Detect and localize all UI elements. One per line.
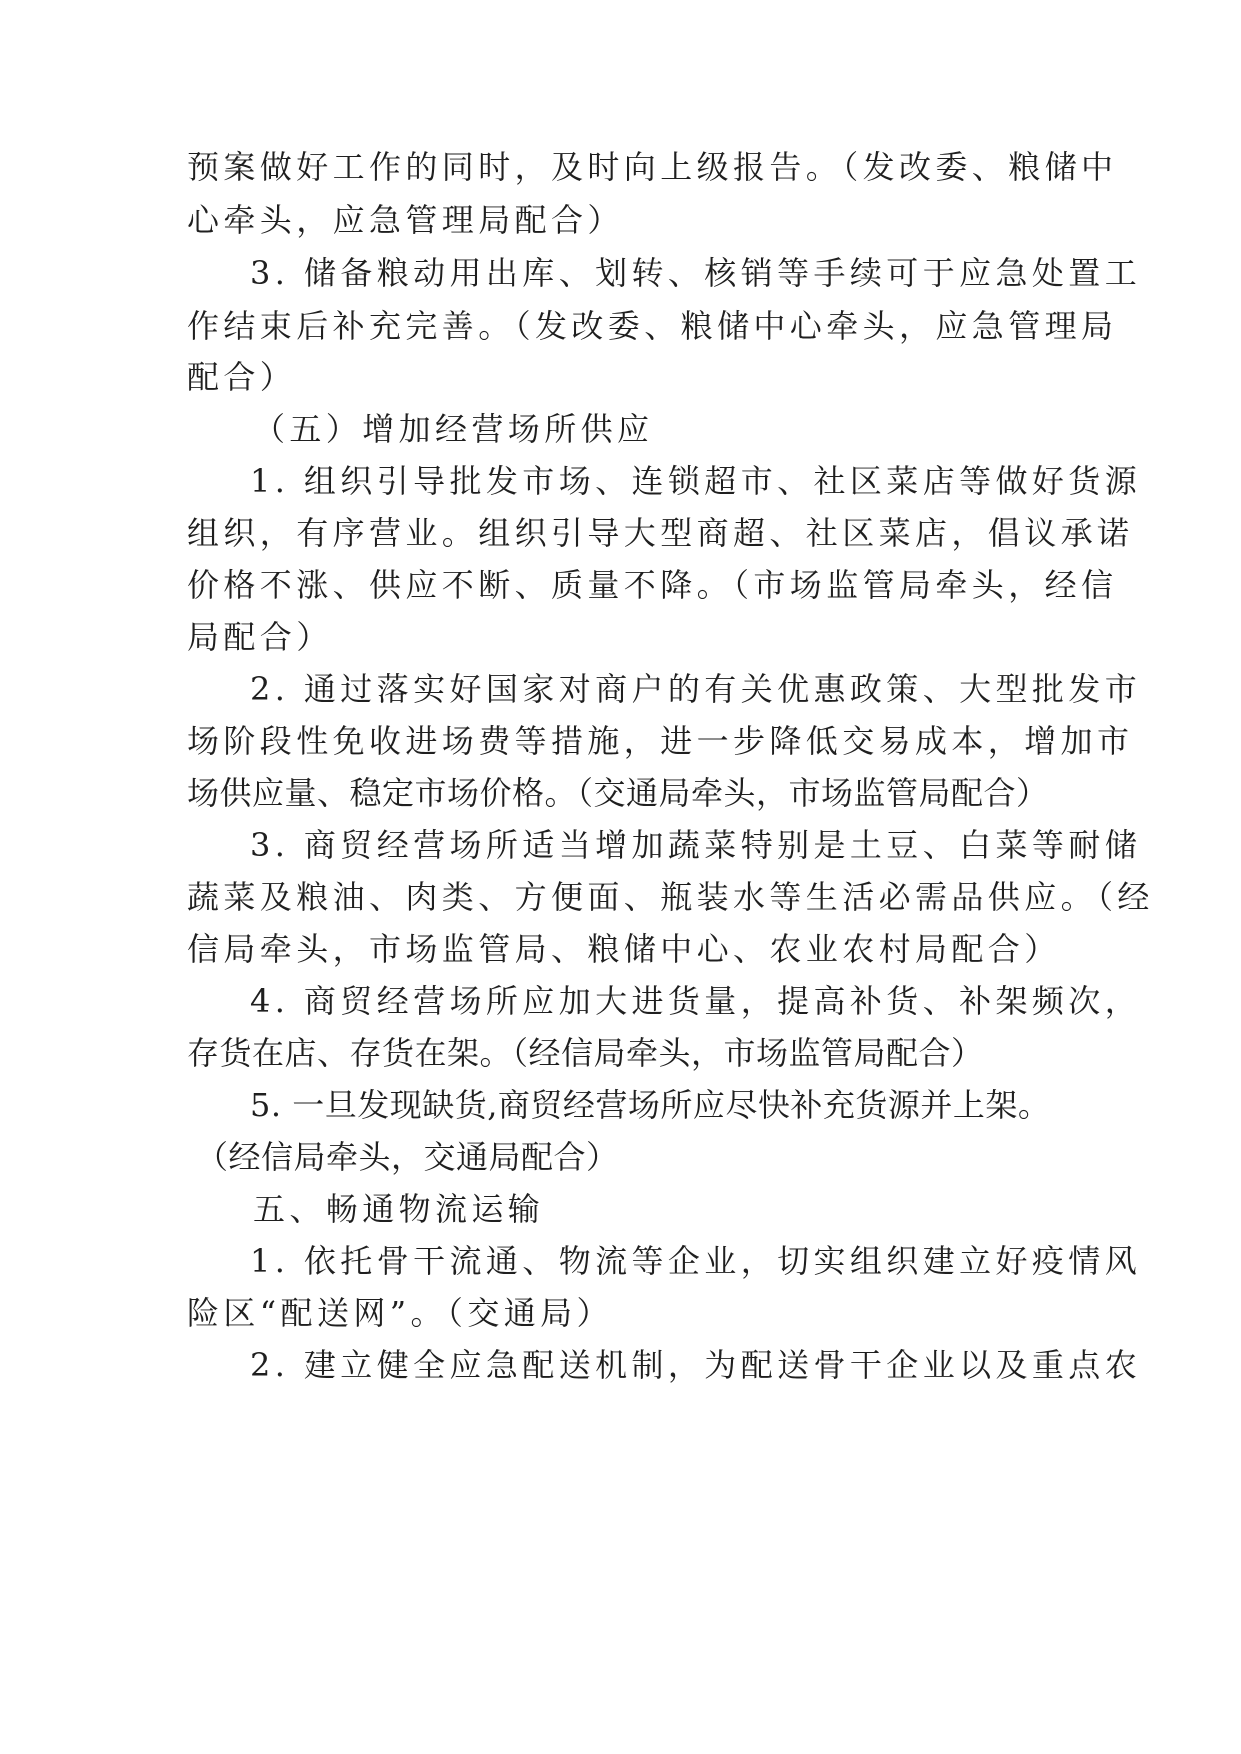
text-line: 存货在店、存货在架。（经信局牵头，市场监管局配合） (187, 1034, 984, 1072)
text-line: 3. 商贸经营场所适当增加蔬菜特别是土豆、白菜等耐储 (250, 826, 1142, 864)
text-line: 4. 商贸经营场所应加大进货量，提高补货、补架频次， (250, 982, 1142, 1020)
text-line: 5. 一旦发现缺货,商贸经营场所应尽快补充货源并上架。 (250, 1086, 1051, 1124)
text-line: 2. 建立健全应急配送机制，为配送骨干企业以及重点农 (250, 1346, 1142, 1384)
text-line: 配合） (187, 358, 297, 396)
text-line: 蔬菜及粮油、肉类、方便面、瓶装水等生活必需品供应。（经 (187, 878, 1154, 916)
text-line: 场供应量、稳定市场价格。（交通局牵头，市场监管局配合） (187, 774, 1049, 812)
text-line: 3. 储备粮动用出库、划转、核销等手续可于应急处置工 (250, 254, 1142, 292)
text-line: 预案做好工作的同时，及时向上级报告。（发改委、粮储中 (187, 148, 1118, 186)
text-line: 场阶段性免收进场费等措施，进一步降低交易成本，增加市 (187, 722, 1134, 760)
text-line: 1. 依托骨干流通、物流等企业，切实组织建立好疫情风 (250, 1242, 1142, 1280)
text-line: 局配合） (187, 618, 333, 656)
text-line: 价格不涨、供应不断、质量不降。（市场监管局牵头，经信 (187, 566, 1118, 604)
section-heading: 五、畅通物流运输 (253, 1190, 545, 1228)
text-line: 险区“配送网”。（交通局） (187, 1294, 613, 1332)
text-line: 1. 组织引导批发市场、连锁超市、社区菜店等做好货源 (250, 462, 1142, 500)
text-line: （经信局牵头，交通局配合） (196, 1138, 619, 1176)
section-heading: （五）增加经营场所供应 (253, 410, 654, 448)
text-line: 心牵头，应急管理局配合） (187, 201, 624, 239)
text-line: 作结束后补充完善。（发改委、粮储中心牵头，应急管理局 (187, 307, 1118, 345)
text-line: 信局牵头，市场监管局、粮储中心、农业农村局配合） (187, 930, 1061, 968)
text-line: 2. 通过落实好国家对商户的有关优惠政策、大型批发市 (250, 670, 1142, 708)
text-line: 组织，有序营业。组织引导大型商超、社区菜店，倡议承诺 (187, 514, 1134, 552)
